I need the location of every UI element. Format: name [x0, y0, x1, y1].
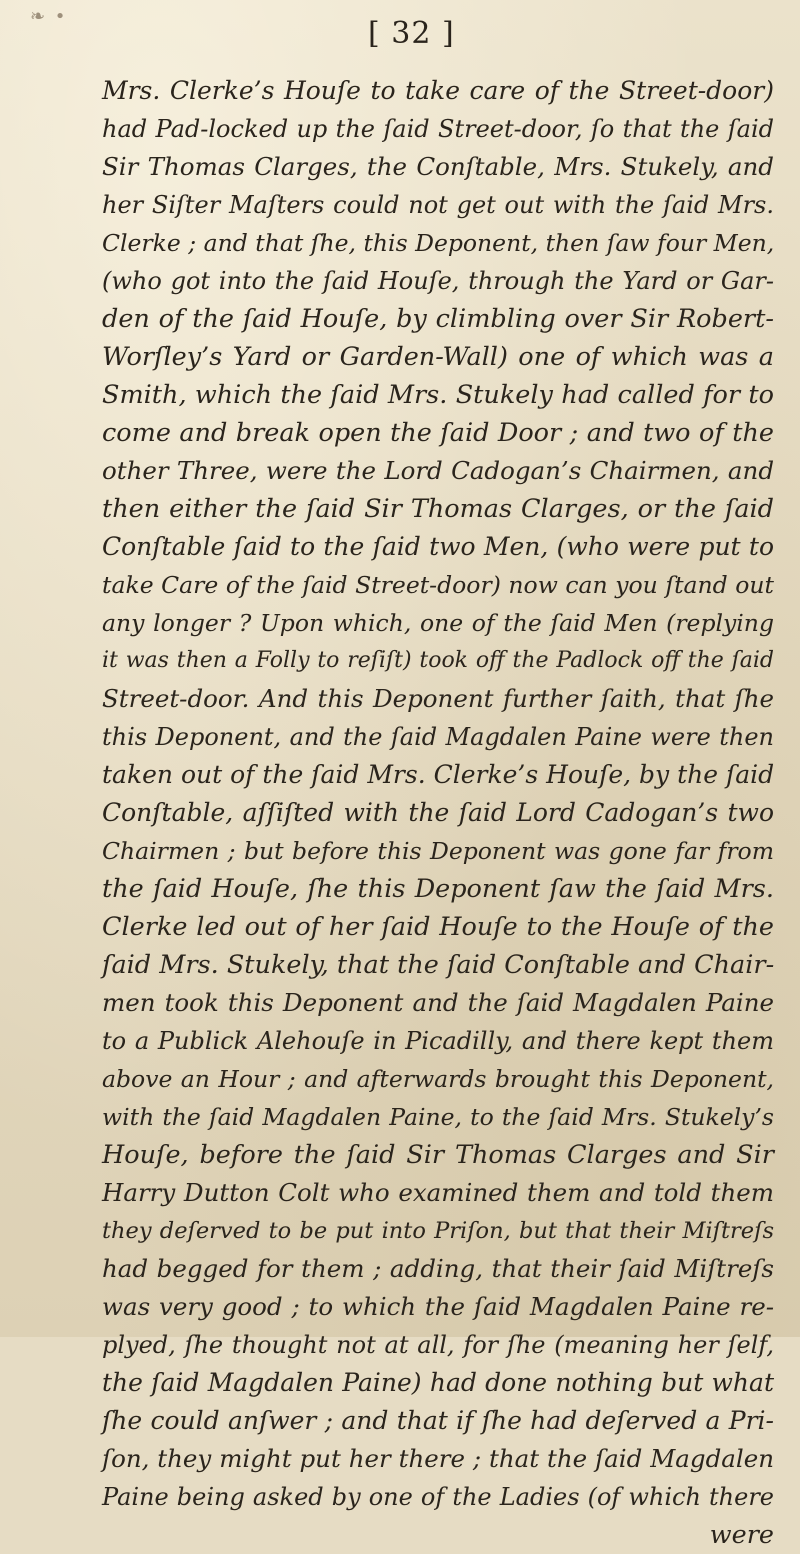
catchword: were [709, 1520, 774, 1550]
text-line: Smith, which the ſaid Mrs. Stukely had called for to [102, 380, 774, 410]
body-text [102, 72, 774, 1554]
text-line: Chairmen ; but before this Deponent was gone far from [102, 837, 774, 865]
text-line: den of the ſaid Houſe, by climbling over Sir Robert- [102, 304, 774, 334]
text-line: any longer ? Upon which, one of the ſaid Men (replying [102, 609, 774, 637]
text-line: take Care of the ſaid Street-door) now can you ſtand out [102, 571, 774, 599]
text-line: Street-door. And this Deponent further ſaith, that ſhe [102, 684, 774, 713]
text-line: Sir Thomas Clarges, the Conſtable, Mrs. Stukely, and [102, 152, 774, 181]
text-line: to a Publick Alehouſe in Picadilly, and there kept them [102, 1027, 774, 1055]
text-line: Conſtable, aſſiſted with the ſaid Lord Cadogan’s two [102, 798, 774, 827]
text-line: was very good ; to which the ſaid Magdalen Paine re- [102, 1292, 774, 1321]
text-line: with the ſaid Magdalen Paine, to the ſaid Mrs. Stukely’s [102, 1103, 774, 1131]
ink-blot-mark: ❧ • [30, 6, 68, 27]
text-line: ſaid Mrs. Stukely, that the ſaid Conſtable and Chair- [102, 950, 775, 980]
text-line: men took this Deponent and the ſaid Magdalen Paine [102, 988, 774, 1017]
text-line: ſhe could anſwer ; and that if ſhe had deſerved a Pri- [102, 1406, 774, 1435]
text-line: it was then a Folly to reſiſt) took off the Padlock off the ſaid [102, 648, 774, 673]
text-line: come and break open the ſaid Door ; and two of the [102, 418, 774, 448]
text-line: Clerke led out of her ſaid Houſe to the Houſe of the [102, 912, 774, 942]
text-line: Houſe, before the ſaid Sir Thomas Clarges and Sir [102, 1140, 774, 1170]
text-line: other Three, were the Lord Cadogan’s Chairmen, and [102, 456, 774, 485]
text-line: Harry Dutton Colt who examined them and told them [102, 1178, 774, 1207]
text-line: Paine being asked by one of the Ladies (of which there [102, 1483, 774, 1511]
text-line: this Deponent, and the ſaid Magdalen Paine were then [102, 723, 774, 751]
text-line: the ſaid Magdalen Paine) had done nothing but what [102, 1368, 774, 1397]
text-line: (who got into the ſaid Houſe, through the Yard or Gar- [102, 267, 774, 295]
text-line: then either the ſaid Sir Thomas Clarges, or the ſaid [102, 494, 774, 524]
text-line: they deſerved to be put into Priſon, but that their Miſtreſs [102, 1218, 774, 1244]
text-line: above an Hour ; and afterwards brought this Deponent, [102, 1065, 774, 1093]
text-line: had begged for them ; adding, that their ſaid Miſtreſs [102, 1254, 774, 1283]
text-line: Clerke ; and that ſhe, this Deponent, then ſaw four Men, [102, 229, 775, 257]
text-line: her Siſter Maſters could not get out with the ſaid Mrs. [102, 191, 774, 219]
text-line: Conſtable ſaid to the ſaid two Men, (who were put to [102, 532, 774, 561]
text-line: the ſaid Houſe, ſhe this Deponent ſaw the ſaid Mrs. [102, 874, 774, 904]
text-line: ſon, they might put her there ; that the ſaid Magdalen [102, 1444, 774, 1473]
text-line: plyed, ſhe thought not at all, for ſhe (meaning her ſelf, [102, 1331, 774, 1359]
text-line: Mrs. Clerke’s Houſe to take care of the Street-door) [102, 76, 774, 105]
text-line: had Pad-locked up the ſaid Street-door, ſo that the ſaid [102, 115, 774, 143]
text-line: Worſley’s Yard or Garden-Wall) one of which was a [102, 342, 774, 372]
text-line: taken out of the ſaid Mrs. Clerke’s Houſe, by the ſaid [102, 760, 775, 789]
page-number: [ 32 ] [368, 16, 455, 51]
